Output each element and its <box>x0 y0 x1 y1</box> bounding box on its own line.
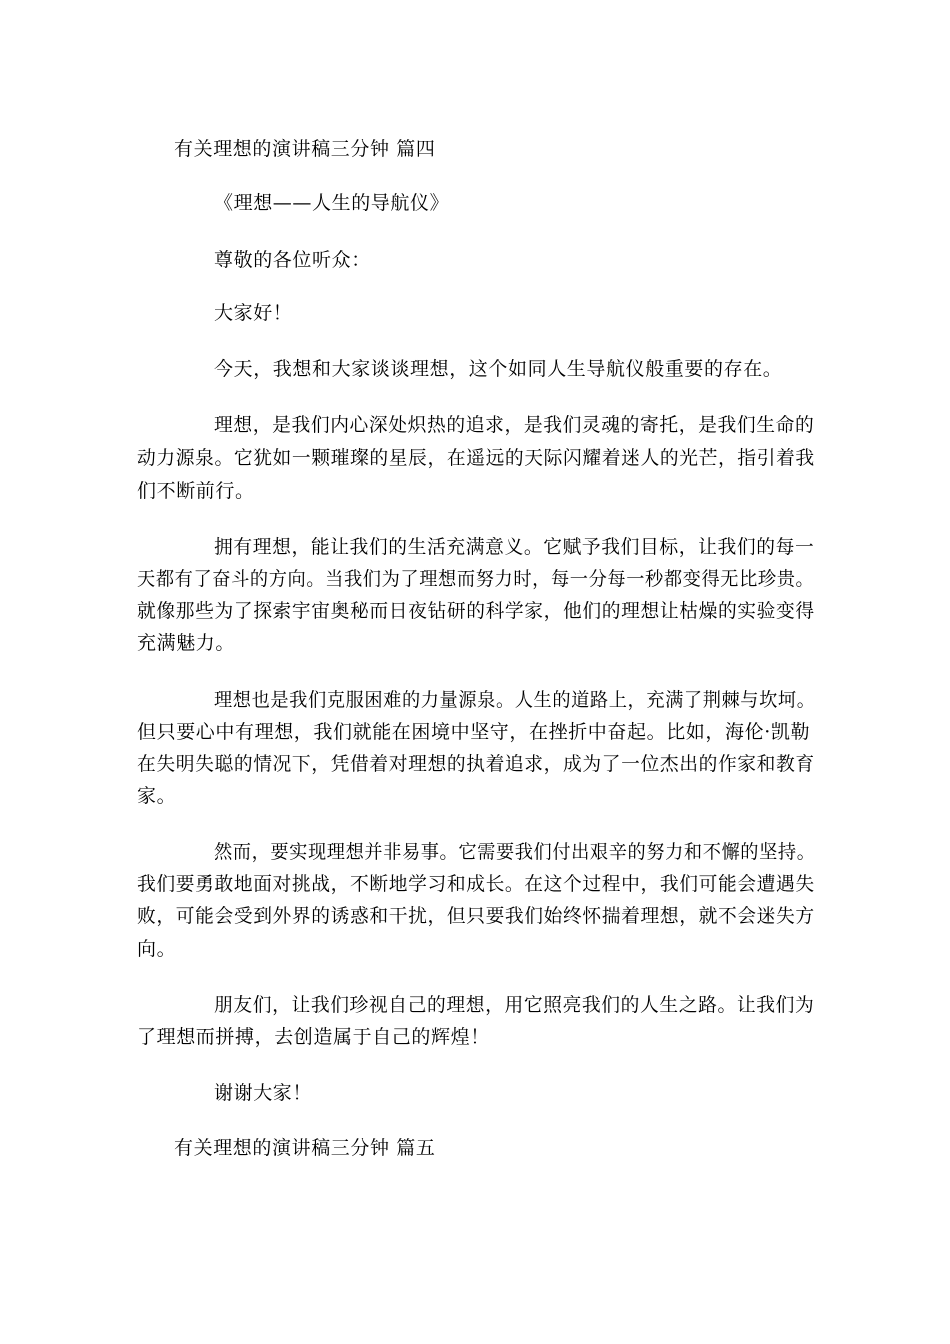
paragraph-line: 充满魅力。 <box>137 632 236 654</box>
closing: 谢谢大家！ <box>214 1082 313 1104</box>
paragraph-line: 就像那些为了探索宇宙奥秘而日夜钻研的科学家，他们的理想让枯燥的实验变得 <box>137 600 815 622</box>
paragraph-line: 们不断前行。 <box>137 480 255 502</box>
paragraph-line: 家。 <box>137 785 177 807</box>
paragraph-line: 天都有了奋斗的方向。当我们为了理想而努力时，每一分每一秒都变得无比珍贵。 <box>137 568 815 590</box>
paragraph-line: 但只要心中有理想，我们就能在困境中坚守，在挫折中奋起。比如，海伦·凯勒 <box>137 721 811 743</box>
speech-title: 《理想——人生的导航仪》 <box>214 192 450 214</box>
paragraph-line: 拥有理想，能让我们的生活充满意义。它赋予我们目标，让我们的每一 <box>214 536 815 558</box>
paragraph-line: 朋友们，让我们珍视自己的理想，用它照亮我们的人生之路。让我们为 <box>214 994 815 1016</box>
section-heading: 有关理想的演讲稿三分钟 篇四 <box>174 138 436 160</box>
paragraph-line: 在失明失聪的情况下，凭借着对理想的执着追求，成为了一位杰出的作家和教育 <box>137 753 815 775</box>
paragraph-line: 理想也是我们克服困难的力量源泉。人生的道路上，充满了荆棘与坎坷。 <box>214 689 816 711</box>
salutation: 尊敬的各位听众： <box>214 249 371 271</box>
paragraph-line: 理想，是我们内心深处炽热的追求，是我们灵魂的寄托，是我们生命的 <box>214 414 815 436</box>
section-heading: 有关理想的演讲稿三分钟 篇五 <box>174 1137 436 1159</box>
paragraph-line: 败，可能会受到外界的诱惑和干扰，但只要我们始终怀揣着理想，就不会迷失方 <box>137 905 815 927</box>
paragraph-line: 了理想而拼搏，去创造属于自己的辉煌！ <box>137 1026 490 1048</box>
greeting: 大家好！ <box>214 302 293 324</box>
paragraph-line: 我们要勇敢地面对挑战，不断地学习和成长。在这个过程中，我们可能会遭遇失 <box>137 873 815 895</box>
paragraph-line: 今天，我想和大家谈谈理想，这个如同人生导航仪般重要的存在。 <box>214 358 783 380</box>
paragraph-line: 动力源泉。它犹如一颗璀璨的星辰，在遥远的天际闪耀着迷人的光芒，指引着我 <box>137 447 815 469</box>
paragraph-line: 向。 <box>137 938 177 960</box>
paragraph-line: 然而，要实现理想并非易事。它需要我们付出艰辛的努力和不懈的坚持。 <box>214 841 816 863</box>
